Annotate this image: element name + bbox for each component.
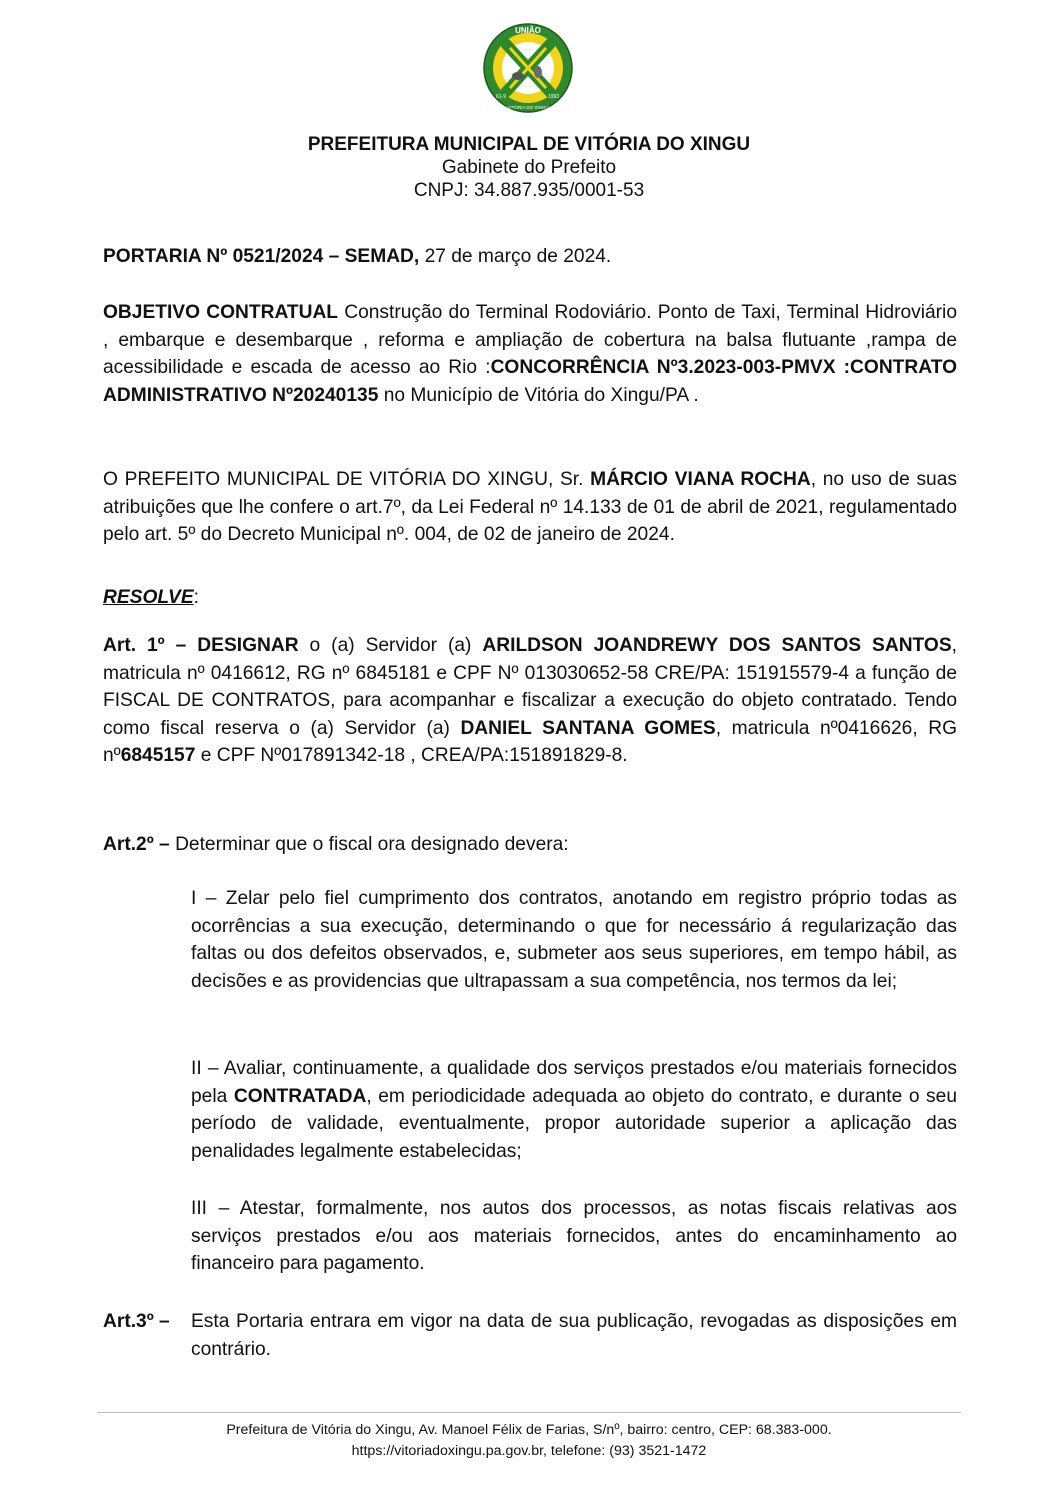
article-1-label: Art. 1º – DESIGNAR (103, 635, 299, 656)
objetivo-paragraph (103, 299, 957, 409)
contratada-term: CONTRATADA (233, 1085, 367, 1107)
footer-address: Prefeitura de Vitória do Xingu, Av. Manoel Félix de Farias, S/nº, bairro: centro, CEP: 68.383-000. (226, 1422, 832, 1438)
fiscal-name: ARILDSON JOANDREWY DOS SANTOS SANTOS (482, 635, 952, 656)
resolve-heading (103, 584, 957, 612)
preamble-paragraph (103, 466, 957, 549)
institution-subtitle: Gabinete do Prefeito (441, 157, 617, 178)
logo-left-year: 61-9 (496, 94, 507, 100)
logo-right-year: 1993 (548, 94, 560, 100)
logo-bottom-text: VITÓRIA DO XINGU (507, 105, 549, 110)
portaria-number: PORTARIA Nº 0521/2024 – SEMAD, (103, 246, 420, 267)
article-1 (103, 632, 957, 770)
objetivo-contract-ref: CONCORRÊNCIA Nº3.2023-003-PMVX :CONTRATO ADMINISTRATIVO Nº20240135 (103, 357, 957, 406)
article-2-label: Art.2º – (103, 834, 170, 855)
footer (0, 1420, 1058, 1462)
letterhead (0, 133, 1058, 202)
preamble-text-end: , no uso de suas atribuições que lhe confere o art.7º, da Lei Federal nº 14.133 de 01 de abril de 2021, regulamentado pelo art. 5º do Decreto Municipal nº. 004, de 02 de janeiro de 2024. (103, 469, 957, 546)
footer-divider (97, 1412, 961, 1413)
footer-contact: https://vitoriadoxingu.pa.gov.br, telefone: (93) 3521-1472 (351, 1443, 707, 1459)
article-1-text-a: o (a) Servidor (a) (298, 635, 483, 656)
objetivo-location: no Município de Vitória do Xingu/PA . (378, 384, 699, 406)
mayor-name: MÁRCIO VIANA ROCHA (590, 469, 811, 490)
article-1-text-b: , matricula nº 0416612, RG nº 6845181 e CPF Nº 013030652-58 CRE/PA: 151915579-4 a função de FISCAL DE CONTRATOS, para acompanhar e fiscalizar a execução do objeto contratado. Tendo como fiscal reserva o (a) Servidor (a) (103, 635, 957, 739)
institution-title: PREFEITURA MUNICIPAL DE VITÓRIA DO XINGU (307, 134, 751, 155)
article-2-text: Determinar que o fiscal ora designado devera: (169, 834, 569, 855)
article-2-item-1 (191, 885, 957, 995)
article-2-item-1-text: I – Zelar pelo fiel cumprimento dos contratos, anotando em registro próprio todas as ocorrências a sua execução, determinando o que for necessário á regularização das faltas ou dos defeitos observados, e, submeter aos seus superiores, em tempo hábil, as decisões e as providencias que ultrapassam a sua competência, nos termos da lei; (191, 888, 957, 992)
article-1-text-c: , matricula nº0416626, RG nº (103, 717, 958, 767)
article-2-heading (103, 831, 957, 859)
article-1-text-d: e CPF Nº017891342-18 , CREA/PA:151891829-8. (195, 745, 628, 767)
objetivo-label: OBJETIVO CONTRATUAL (103, 302, 339, 323)
reserve-fiscal-name: DANIEL SANTANA GOMES (460, 717, 716, 739)
article-2-item-2-text-a: II – Avaliar, continuamente, a qualidade dos serviços prestados e/ou materiais fornecidos pela (191, 1058, 957, 1107)
resolve-colon: : (193, 587, 199, 608)
preamble-text-start: O PREFEITO MUNICIPAL DE VITÓRIA DO XINGU, Sr. (103, 469, 591, 490)
article-2-item-2-text-b: , em periodicidade adequada ao objeto do contrato, e durante o seu período de validade, eventualmente, propor autoridade superior a aplicação das penalidades legalmente estabelecidas; (191, 1085, 957, 1162)
article-3 (103, 1308, 957, 1363)
article-2-item-3-text: III – Atestar, formalmente, nos autos dos processos, as notas fiscais relativas aos serviços prestados e/ou aos materiais fornecidos, antes do encaminhamento ao financeiro para pagamento. (191, 1198, 957, 1275)
article-3-text: Esta Portaria entrara em vigor na data de sua publicação, revogadas as disposições em contrário. (191, 1311, 957, 1360)
logo-top-text: UNIÃO (515, 26, 541, 35)
reserve-fiscal-rg: 6845157 (120, 745, 196, 767)
resolve-label: RESOLVE (103, 587, 194, 608)
institution-cnpj: CNPJ: 34.887.935/0001-53 (413, 180, 645, 201)
portaria-date: 27 de março de 2024. (419, 246, 612, 267)
article-3-label: Art.3º – (103, 1311, 170, 1332)
objetivo-text: Construção do Terminal Rodoviário. Ponto de Taxi, Terminal Hidroviário , embarque e desembarque , reforma e ampliação de cobertura na balsa flutuante ,rampa de acessibilidade e escada de acesso ao Rio : (103, 302, 957, 379)
portaria-heading (103, 243, 957, 271)
article-2-item-2 (191, 1055, 957, 1165)
municipal-seal-logo (482, 22, 574, 114)
article-2-item-3 (191, 1195, 957, 1278)
